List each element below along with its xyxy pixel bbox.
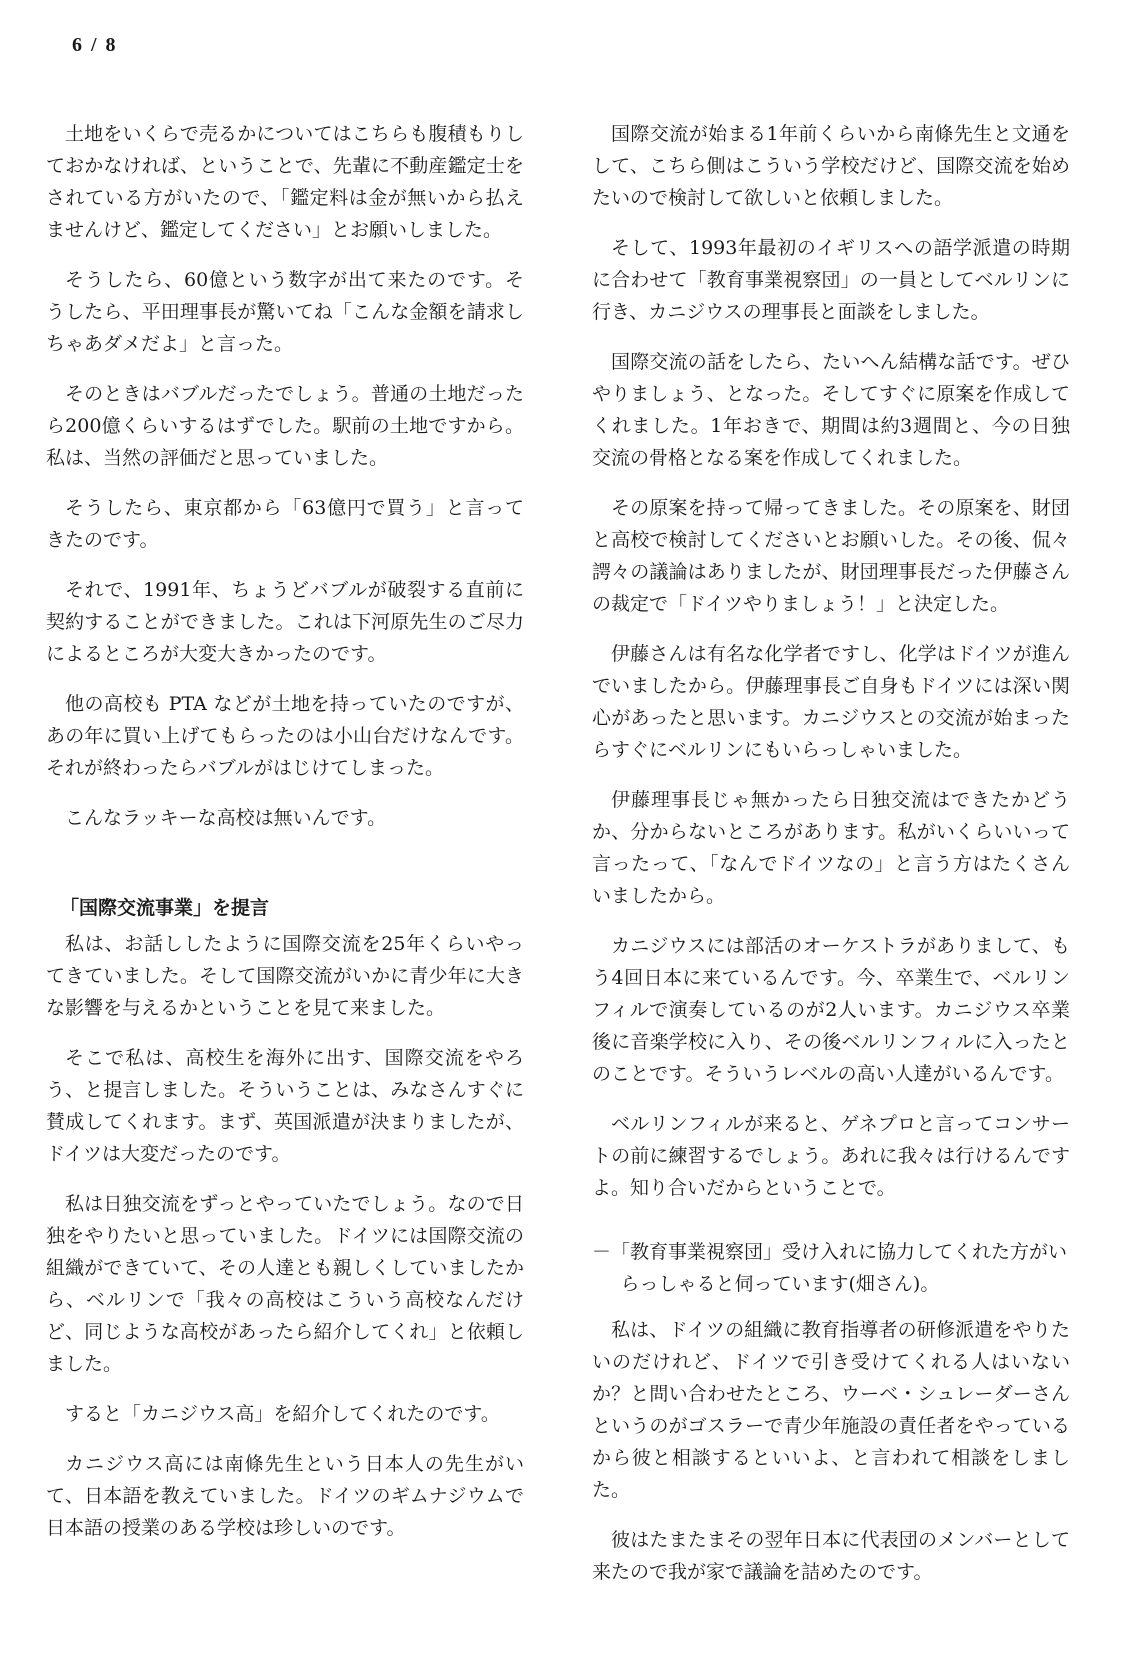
paragraph: 私は、お話ししたように国際交流を25年くらいやってきていました。そして国際交流がいかに青少年に大きな影響を与えるかということを見て来ました。 — [46, 933, 524, 1019]
paragraph: 国際交流の話をしたら、たいへん結構な話です。ぜひやりましょう、となった。そしてすぐに原案を作成してくれました。1年おきで、期間は約3週間と、今の日独交流の骨格となる案を作成してくれました。 — [592, 351, 1070, 469]
page-number: 6 / 8 — [72, 34, 118, 56]
paragraph: 伊藤理事長じゃ無かったら日独交流はできたかどうか、分からないところがあります。私がいくらいいって言ったって、「なんでドイツなの」と言う方はたくさんいましたから。 — [592, 789, 1070, 907]
paragraph: カニジウス高には南條先生という日本人の先生がいて、日本語を教えていました。ドイツのギムナジウムで日本語の授業のある学校は珍しいのです。 — [46, 1453, 524, 1539]
paragraph: そうしたら、60億という数字が出て来たのです。そうしたら、平田理事長が驚いてね「こんな金額を請求しちゃあダメだよ」と言った。 — [46, 269, 524, 355]
paragraph: 伊藤さんは有名な化学者ですし、化学はドイツが進んでいましたから。伊藤理事長ご自身もドイツには深い関心があったと思います。カニジウスとの交流が始まったらすぐにベルリンにもいらっしゃいました。 — [592, 643, 1070, 761]
left-column — [46, 118, 524, 1544]
paragraph: 私は、ドイツの組織に教育指導者の研修派遣をやりたいのだけれど、ドイツで引き受けてくれる人はいないか？と問い合わせたところ、ウーベ・シュレーダーさんというのがゴスラーで青少年施設の責任者をやっているから彼と相談するといいよ、と言われて相談をしました。 — [592, 1319, 1070, 1501]
paragraph: 土地をいくらで売るかについてはこちらも腹積もりしておかなければ、ということで、先輩に不動産鑑定士をされている方がいたので、「鑑定料は金が無いから払えませんけど、鑑定してください」とお願いしました。 — [46, 123, 524, 241]
paragraph: 彼はたまたまその翌年日本に代表団のメンバーとして来たので我が家で議論を詰めたのです。 — [592, 1529, 1070, 1583]
paragraph: その原案を持って帰ってきました。その原案を、財団と高校で検討してくださいとお願いした。その後、侃々諤々の議論はありましたが、財団理事長だった伊藤さんの裁定で「ドイツやりましょう！」と決定した。 — [592, 497, 1070, 615]
section-heading: 「国際交流事業」を提言 — [60, 897, 270, 919]
paragraph: そして、1993年最初のイギリスへの語学派遣の時期に合わせて「教育事業視察団」の一員としてベルリンに行き、カニジウスの理事長と面談をしました。 — [592, 237, 1070, 323]
paragraph: そこで私は、高校生を海外に出す、国際交流をやろう、と提言しました。そういうことは、みなさんすぐに賛成してくれます。まず、英国派遣が決まりましたが、ドイツは大変だったのです。 — [46, 1047, 524, 1165]
paragraph: 私は日独交流をずっとやっていたでしょう。なので日独をやりたいと思っていました。ドイツには国際交流の組織ができていて、その人達とも親しくしていましたから、ベルリンで「我々の高校はこういう高校なんだけど、同じような高校があったら紹介してくれ」と依頼しました。 — [46, 1193, 524, 1375]
paragraph: カニジウスには部活のオーケストラがありまして、もう4回日本に来ているんです。今、卒業生で、ベルリンフィルで演奏しているのが2人います。カニジウス卒業後に音楽学校に入り、その後ベルリンフィルに入ったとのことです。そういうレベルの高い人達がいるんです。 — [592, 935, 1070, 1085]
interview-question: －「教育事業視察団」受け入れに協力してくれた方がいらっしゃると伺っています(畑さん)。 — [592, 1241, 1068, 1295]
right-column — [592, 118, 1070, 1588]
paragraph: そうしたら、東京都から「63億円で買う」と言ってきたのです。 — [46, 497, 524, 551]
paragraph: 国際交流が始まる1年前くらいから南條先生と文通をして、こちら側はこういう学校だけど、国際交流を始めたいので検討して欲しいと依頼しました。 — [592, 123, 1070, 209]
paragraph: 他の高校も PTA などが土地を持っていたのですが、あの年に買い上げてもらったのは小山台だけなんです。それが終わったらバブルがはじけてしまった。 — [46, 693, 524, 779]
paragraph: すると「カニジウス高」を紹介してくれたのです。 — [65, 1403, 500, 1425]
paragraph: ベルリンフィルが来ると、ゲネプロと言ってコンサートの前に練習するでしょう。あれに我々は行けるんですよ。知り合いだからということで。 — [592, 1113, 1070, 1199]
paragraph: それで、1991年、ちょうどバブルが破裂する直前に契約することができました。これは下河原先生のご尽力によるところが大変大きかったのです。 — [46, 579, 524, 665]
paragraph: こんなラッキーな高校は無いんです。 — [65, 807, 387, 829]
paragraph: そのときはバブルだったでしょう。普通の土地だったら200億くらいするはずでした。駅前の土地ですから。私は、当然の評価だと思っていました。 — [46, 383, 524, 469]
